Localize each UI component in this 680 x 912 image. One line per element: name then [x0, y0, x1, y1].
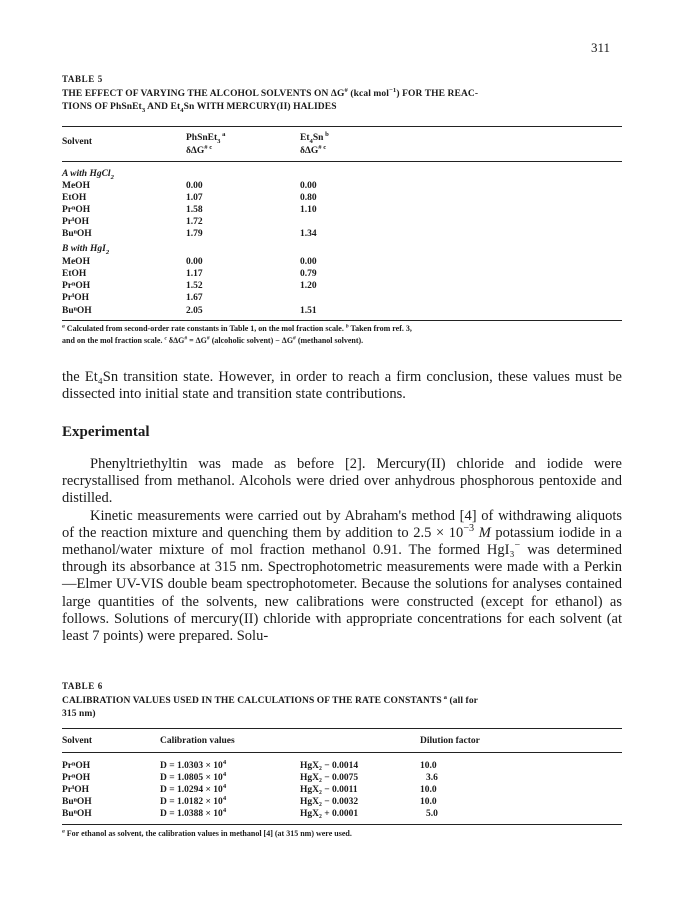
table-cell: 1.51 [300, 306, 317, 316]
table-cell: HgX₂ − 0.0011 [300, 785, 358, 795]
table-cell: 10.0 [420, 761, 437, 771]
table5-section-a: A with HgCl$_2$ [62, 169, 114, 181]
table-cell: $D = 1.0182 \times 10^4$ [160, 794, 227, 807]
table-cell: 10.0 [420, 797, 437, 807]
table-cell: BuⁿOH [62, 229, 92, 239]
table5-header-solvent: Solvent [62, 137, 93, 147]
table-cell: BuⁿOH [62, 809, 92, 819]
table-cell: MeOH [62, 257, 90, 267]
table6-label: TABLE 6 [62, 681, 103, 691]
paragraph-2: Kinetic measurements were carried out by Abraham's method [4] of withdrawing aliquots of the reaction mixture and quenching them by addition to $2.5 \times 10^{-3}$ M potassium iodide in a methanol/water mixture of mol fraction methanol 0.91. The formed HgI₃− was determined through its absorbance at 315 nm. Spectrophotometric measurements were made with a Perkin—Elmer UV-VIS double beam spectrophotometer. Because the solutions for analyses contained large quantities of the solvents, new calibrations were constructed (except for ethanol) as follows. Solutions of mercury(II) chloride with appropriate concentrations for each solvent (at least 7 points) were prepared. Solu- [62, 507, 622, 645]
table-cell: PrⁿOH [62, 773, 91, 783]
table6-top-rule [62, 728, 622, 729]
table-cell: HgX₂ − 0.0075 [300, 773, 359, 783]
table5-bottom-rule [62, 320, 622, 321]
table-cell: HgX₂ − 0.0032 [300, 797, 359, 807]
table5-section-b: B with HgI$_2$ [62, 244, 110, 256]
table-cell: MeOH [62, 181, 90, 191]
table-cell: PrⁱOH [62, 293, 90, 303]
table-cell: $D = 1.0294 \times 10^4$ [160, 782, 227, 795]
section-title-experimental: Experimental [62, 424, 150, 440]
table5-header-phsnet3: PhSnEt$_3$ $^a$ [186, 130, 226, 145]
table5-label: TABLE 5 [62, 74, 103, 84]
table-cell: 1.58 [186, 205, 203, 215]
table6-bottom-rule [62, 824, 622, 825]
table-cell: HgX₂ + 0.0001 [300, 809, 359, 819]
table5-top-rule [62, 126, 622, 127]
table-cell: 1.20 [300, 281, 317, 291]
table-cell: BuⁿOH [62, 797, 92, 807]
table5-header-rule [62, 161, 622, 162]
table-cell: PrⁿOH [62, 205, 91, 215]
body-experimental [62, 456, 622, 645]
table5-caption: THE EFFECT OF VARYING THE ALCOHOL SOLVENTS ON ΔG# (kcal mol$^{-1}$) FOR THE REAC- TIONS OF PhSnEt$_3$ AND $Et_4Sn$ WITH MERCURY(II) HALIDES [62, 86, 479, 114]
table6-header-dilution: Dilution factor [420, 736, 480, 746]
body-continuation: the Et₄Sn transition state. However, in order to reach a firm conclusion, these values must be dissected into initial state and transition state contributions. [62, 369, 622, 403]
table6-header-calibration: Calibration values [160, 736, 235, 746]
table-cell: $D = 1.0805 \times 10^4$ [160, 770, 227, 783]
table-cell: 2.05 [186, 306, 203, 316]
table-cell: 1.67 [186, 293, 203, 303]
table6-header-rule [62, 752, 622, 753]
table-cell: 10.0 [420, 785, 437, 795]
table-cell: PrⁱOH [62, 217, 90, 227]
paragraph-1: Phenyltriethyltin was made as before [2]. Mercury(II) chloride and iodide were recrystallised from methanol. Alcohols were dried over anhydrous phosphorous pentoxide and distilled. [62, 456, 622, 507]
table6-caption: CALIBRATION VALUES USED IN THE CALCULATIONS OF THE RATE CONSTANTS $^a$ (all for 315 nm) [62, 693, 478, 719]
table5-header-et4sn-delta: δΔG$^{\# c}$ [300, 143, 327, 156]
table-cell: BuⁿOH [62, 306, 92, 316]
table-cell: 1.72 [186, 217, 203, 227]
table-cell: 0.00 [186, 181, 203, 191]
table5-header-phsnet3-delta: δΔG$^{\# c}$ [186, 143, 213, 156]
table-cell: PrⁿOH [62, 281, 91, 291]
table5-header-et4sn: $Et_4Sn$ $^b$ [300, 130, 329, 145]
page-number: 311 [590, 40, 610, 55]
table-cell: 0.80 [300, 193, 317, 203]
table-cell: PrⁿOH [62, 761, 91, 771]
table-cell: $D = 1.0303 \times 10^4$ [160, 758, 227, 771]
table-cell: HgX₂ − 0.0014 [300, 761, 359, 771]
table-cell: 3.6 [426, 773, 438, 783]
table6-header-solvent: Solvent [62, 736, 93, 746]
table6-footnote: $^a$ For ethanol as solvent, the calibration values in methanol [4] (at 315 nm) were used. [62, 828, 352, 838]
table-cell: PrⁱOH [62, 785, 90, 795]
table-cell: 5.0 [426, 809, 438, 819]
table-cell: 1.52 [186, 281, 203, 291]
table-cell: 0.79 [300, 269, 317, 279]
table-cell: 1.10 [300, 205, 317, 215]
table5-footnote: $^a$ Calculated from second-order rate constants in Table 1, on the mol fraction scale. $^b$ Taken from ref. 3, and on the mol fraction scale. $^c$ δΔG# = ΔG# (alcoholic solvent) − ΔG# (methanol solvent). [62, 323, 412, 345]
table-cell: EtOH [62, 193, 87, 203]
table-cell: 1.07 [186, 193, 203, 203]
table-cell: 1.17 [186, 269, 203, 279]
table-cell: 0.00 [300, 257, 317, 267]
table-cell: 1.34 [300, 229, 317, 239]
table-cell: 0.00 [300, 181, 317, 191]
table-cell: $D = 1.0388 \times 10^4$ [160, 806, 227, 819]
table-cell: 0.00 [186, 257, 203, 267]
table-cell: 1.79 [186, 229, 203, 239]
table-cell: EtOH [62, 269, 87, 279]
